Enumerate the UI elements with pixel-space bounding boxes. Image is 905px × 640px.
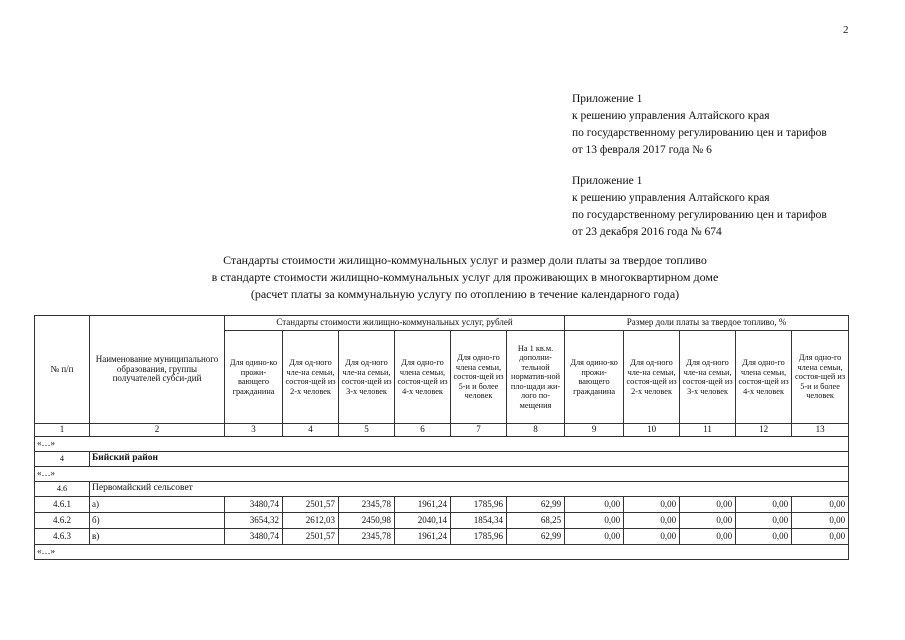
value-cell: 2345,78 [339,529,395,545]
header-standard-col: Для одно-го члена семьи, состоя-щей из 4-х человек [395,331,451,424]
column-number: 6 [395,424,451,437]
header-standard-col: Для одно-го члена семьи, состоя-щей из 5-и и более человек [451,331,507,424]
column-number-row [35,424,849,437]
appendix-line: по государственному регулированию цен и тарифов [572,209,827,221]
council-number: 4.6 [35,482,90,497]
appendix-note-1 [572,91,827,159]
value-cell: 3654,32 [225,513,283,529]
column-number: 10 [624,424,680,437]
row-name: а) [90,497,225,513]
appendix-line: Приложение 1 [572,175,643,187]
appendix-line: к решению управления Алтайского края [572,192,770,204]
table-row [35,497,849,513]
value-cell: 0,00 [792,529,849,545]
row-name: б) [90,513,225,529]
column-number: 13 [792,424,849,437]
value-cell: 0,00 [624,529,680,545]
column-number: 2 [90,424,225,437]
header-standard-col: Для одино-ко прожи-вающего гражданина [225,331,283,424]
header-share-col: Для одино-ко прожи-вающего гражданина [565,331,624,424]
region-name: Бийский район [90,452,849,467]
value-cell: 0,00 [624,497,680,513]
table-row [35,529,849,545]
value-cell: 3480,74 [225,497,283,513]
header-share-col: Для одно-го члена семьи, состоя-щей из 5-и и более человек [792,331,849,424]
table-row [35,513,849,529]
title-line: Стандарты стоимости жилищно-коммунальных услуг и размер доли платы за твердое топливо [223,253,707,267]
title-line: в стандарте стоимости жилищно-коммунальных услуг для проживающих в многоквартирном доме [211,270,719,284]
column-number: 4 [283,424,339,437]
row-number: 4.6.2 [35,513,90,529]
value-cell: 0,00 [680,529,736,545]
title-line: (расчет платы за коммунальную услугу по отоплению в течение календарного года) [250,287,680,301]
appendix-line: от 23 декабря 2016 года № 674 [572,226,722,238]
appendix-note-2 [572,173,827,241]
value-cell: 0,00 [736,513,792,529]
ellipsis-row: «…» [35,437,849,452]
value-cell: 62,99 [507,529,565,545]
column-number: 11 [680,424,736,437]
column-number: 8 [507,424,565,437]
value-cell: 1961,24 [395,529,451,545]
column-number: 5 [339,424,395,437]
value-cell: 2450,98 [339,513,395,529]
header-share-col: Для одно-го члена семьи, состоя-щей из 4-х человек [736,331,792,424]
value-cell: 0,00 [565,513,624,529]
ellipsis-row: «…» [35,545,849,560]
column-number: 3 [225,424,283,437]
value-cell: 0,00 [736,529,792,545]
column-number: 9 [565,424,624,437]
header-number: № п/п [35,316,90,424]
page-number: 2 [843,24,849,36]
header-share-col: Для од-ного чле-на семьи, состоя-щей из 2-х человек [624,331,680,424]
header-standard-col: Для од-ного чле-на семьи, состоя-щей из 3-х человек [339,331,395,424]
appendix-line: к решению управления Алтайского края [572,110,770,122]
value-cell: 3480,74 [225,529,283,545]
value-cell: 2040,14 [395,513,451,529]
value-cell: 1961,24 [395,497,451,513]
table-row [35,452,849,467]
table-row [35,482,849,497]
row-number: 4.6.3 [35,529,90,545]
value-cell: 2345,78 [339,497,395,513]
header-standard-col: На 1 кв.м. дополни-тельной норматив-ной пло-щади жи-лого по-мещения [507,331,565,424]
value-cell: 0,00 [792,497,849,513]
region-number: 4 [35,452,90,467]
ellipsis-row: «…» [35,467,849,482]
value-cell: 0,00 [565,529,624,545]
row-name: в) [90,529,225,545]
value-cell: 2501,57 [283,529,339,545]
council-name: Первомайский сельсовет [90,482,849,497]
value-cell: 68,25 [507,513,565,529]
value-cell: 1785,96 [451,497,507,513]
value-cell: 0,00 [680,497,736,513]
header-group-fuel-share: Размер доли платы за твердое топливо, % [565,316,849,331]
header-standard-col: Для од-ного чле-на семьи, состоя-щей из 2-х человек [283,331,339,424]
column-number: 1 [35,424,90,437]
value-cell: 0,00 [565,497,624,513]
value-cell: 0,00 [624,513,680,529]
value-cell: 62,99 [507,497,565,513]
standards-table [34,315,849,560]
value-cell: 2501,57 [283,497,339,513]
column-number: 7 [451,424,507,437]
appendix-line: по государственному регулированию цен и тарифов [572,127,827,139]
value-cell: 1785,96 [451,529,507,545]
table-row [35,467,849,482]
value-cell: 2612,03 [283,513,339,529]
row-number: 4.6.1 [35,497,90,513]
table-row [35,545,849,560]
appendix-line: Приложение 1 [572,93,643,105]
table-row [35,437,849,452]
header-share-col: Для од-ного чле-на семьи, состоя-щей из 3-х человек [680,331,736,424]
value-cell: 1854,34 [451,513,507,529]
column-number: 12 [736,424,792,437]
document-title [120,252,810,303]
header-group-standards: Стандарты стоимости жилищно-коммунальных услуг, рублей [225,316,565,331]
header-municipality: Наименование муниципального образования, группы получателей субси-дий [90,316,225,424]
value-cell: 0,00 [792,513,849,529]
appendix-line: от 13 февраля 2017 года № 6 [572,144,712,156]
value-cell: 0,00 [680,513,736,529]
value-cell: 0,00 [736,497,792,513]
